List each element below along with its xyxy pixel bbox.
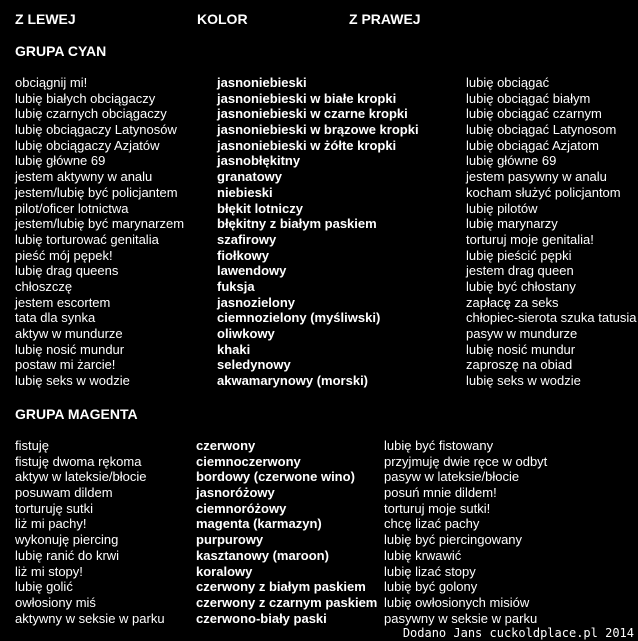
cyan-left-item: jestem/lubię być marynarzem xyxy=(15,216,185,232)
magenta-color-item: kasztanowy (maroon) xyxy=(196,547,329,563)
magenta-left-item: posuwam dildem xyxy=(15,485,113,501)
cyan-left-item: jestem escortem xyxy=(15,294,111,310)
magenta-left-column xyxy=(15,438,165,626)
magenta-right-item: posuń mnie dildem! xyxy=(384,485,497,501)
magenta-right-item: lubię być fistowany xyxy=(384,438,494,453)
cyan-right-item: lubię pilotów xyxy=(466,200,538,216)
magenta-color-item: bordowy (czerwone wino) xyxy=(196,469,355,485)
cyan-color-item: oliwkowy xyxy=(217,326,275,341)
magenta-right-item: chcę lizać pachy xyxy=(384,516,480,532)
cyan-color-item: granatowy xyxy=(217,169,283,185)
cyan-left-column xyxy=(15,75,184,389)
cyan-right-item: zapłacę za seks xyxy=(466,294,559,310)
magenta-right-item: lubię owłosionych misiów xyxy=(384,594,530,610)
magenta-left-item: liż mi pachy! xyxy=(15,516,87,532)
cyan-left-item: lubię obciągaczy Azjatów xyxy=(15,137,160,153)
magenta-color-item: ciemnoróżowy xyxy=(196,500,287,516)
cyan-color-item: akwamarynowy (morski) xyxy=(217,373,369,389)
cyan-right-item: lubię główne 69 xyxy=(466,153,557,169)
cyan-color-item: khaki xyxy=(217,341,251,357)
cyan-left-item: chłoszczę xyxy=(15,278,73,294)
magenta-left-item: wykonuję piercing xyxy=(15,532,119,548)
cyan-color-item: błękit lotniczy xyxy=(217,200,303,216)
cyan-color-item: jasnoniebieski w żółte kropki xyxy=(217,137,397,153)
cyan-color-column xyxy=(217,75,419,389)
magenta-color-item: purpurowy xyxy=(196,532,264,548)
magenta-left-item: owłosiony miś xyxy=(15,594,96,610)
cyan-right-item: lubię obciągać xyxy=(466,75,550,90)
magenta-left-item: liż mi stopy! xyxy=(15,563,83,579)
header-color: KOLOR xyxy=(197,11,248,27)
magenta-color-item: czerwono-biały paski xyxy=(196,610,327,626)
cyan-color-item: jasnoniebieski w białe kropki xyxy=(217,90,397,106)
cyan-right-column xyxy=(466,75,637,389)
group-title-magenta: GRUPA MAGENTA xyxy=(15,406,138,422)
cyan-right-item: chłopiec-sierota szuka tatusia xyxy=(466,310,637,326)
cyan-right-item: jestem drag queen xyxy=(466,263,574,279)
cyan-left-item: aktyw w mundurze xyxy=(15,326,123,341)
cyan-color-item: szafirowy xyxy=(217,231,277,247)
magenta-color-item: jasnoróżowy xyxy=(196,485,275,501)
cyan-color-item: jasnoniebieski w czarne kropki xyxy=(217,106,408,122)
cyan-right-item: jestem pasywny w analu xyxy=(466,169,607,185)
cyan-right-item: lubię seks w wodzie xyxy=(466,373,581,389)
magenta-left-item: lubię ranić do krwi xyxy=(15,547,120,563)
magenta-color-item: czerwony z czarnym paskiem xyxy=(196,594,378,610)
magenta-left-item: fistuję dwoma rękoma xyxy=(15,453,142,469)
cyan-color-item: jasnoniebieski xyxy=(217,75,307,90)
cyan-right-item: torturuj moje genitalia! xyxy=(466,231,594,247)
cyan-right-item: lubię obciągać czarnym xyxy=(466,106,602,122)
magenta-left-item: lubię golić xyxy=(15,579,73,595)
magenta-color-item: czerwony xyxy=(196,438,256,453)
magenta-left-item: aktywny w seksie w parku xyxy=(15,610,165,626)
cyan-right-item: lubię nosić mundur xyxy=(466,341,576,357)
cyan-left-item: pilot/oficer lotnictwa xyxy=(15,200,129,216)
cyan-right-item: kocham służyć policjantom xyxy=(466,184,621,200)
cyan-left-item: jestem/lubię być policjantem xyxy=(15,184,178,200)
cyan-color-item: ciemnozielony (myśliwski) xyxy=(217,310,381,326)
cyan-color-item: fuksja xyxy=(217,278,255,294)
cyan-right-item: lubię być chłostany xyxy=(466,278,576,294)
cyan-color-item: niebieski xyxy=(217,184,273,200)
magenta-color-item: koralowy xyxy=(196,563,253,579)
magenta-color-column xyxy=(196,438,377,626)
cyan-left-item: lubię drag queens xyxy=(15,263,119,279)
header-left: Z LEWEJ xyxy=(15,11,76,27)
cyan-right-item: zaproszę na obiad xyxy=(466,357,573,373)
cyan-color-item: jasnobłękitny xyxy=(217,153,301,169)
cyan-right-item: lubię pieścić pępki xyxy=(466,247,572,263)
cyan-right-item: lubię obciągać Latynosom xyxy=(466,122,617,138)
magenta-color-item: czerwony z białym paskiem xyxy=(196,579,366,595)
cyan-color-item: jasnoniebieski w brązowe kropki xyxy=(217,122,419,138)
magenta-right-item: pasyw w lateksie/błocie xyxy=(384,469,520,485)
cyan-left-item: lubię obciągaczy Latynosów xyxy=(15,122,177,138)
magenta-left-item: aktyw w lateksie/błocie xyxy=(15,469,147,485)
cyan-left-item: lubię białych obciągaczy xyxy=(15,90,156,106)
cyan-color-item: błękitny z białym paskiem xyxy=(217,216,377,232)
cyan-left-item: postaw mi żarcie! xyxy=(15,357,116,373)
magenta-right-item: torturuj moje sutki! xyxy=(384,500,491,516)
magenta-left-item: torturuję sutki xyxy=(15,500,94,516)
magenta-left-item: fistuję xyxy=(15,438,49,453)
magenta-right-item: lubię być piercingowany xyxy=(384,532,523,548)
magenta-right-item: pasywny w seksie w parku xyxy=(384,610,538,626)
magenta-color-item: ciemnoczerwony xyxy=(196,453,301,469)
watermark-footer: Dodano Jans cuckoldplace.pl 2014 xyxy=(402,626,634,640)
cyan-left-item: jestem aktywny w analu xyxy=(15,169,153,185)
cyan-left-item: lubię czarnych obciągaczy xyxy=(15,106,167,122)
magenta-right-item: lubię krwawić xyxy=(384,547,462,563)
group-title-cyan: GRUPA CYAN xyxy=(15,43,107,59)
cyan-color-item: lawendowy xyxy=(217,263,287,279)
cyan-color-item: jasnozielony xyxy=(217,294,296,310)
cyan-right-item: lubię marynarzy xyxy=(466,216,558,232)
cyan-left-item: tata dla synka xyxy=(15,310,96,326)
magenta-right-item: przyjmuję dwie ręce w odbyt xyxy=(384,453,548,469)
magenta-color-item: magenta (karmazyn) xyxy=(196,516,322,532)
cyan-color-item: seledynowy xyxy=(217,357,291,373)
cyan-right-item: lubię obciągać białym xyxy=(466,90,591,106)
cyan-left-item: lubię seks w wodzie xyxy=(15,373,130,389)
cyan-left-item: pieść mój pępek! xyxy=(15,247,113,263)
cyan-left-item: lubię nosić mundur xyxy=(15,341,125,357)
header-right: Z PRAWEJ xyxy=(349,11,421,27)
cyan-left-item: obciągnij mi! xyxy=(15,75,88,90)
magenta-right-item: lubię lizać stopy xyxy=(384,563,476,579)
cyan-left-item: lubię torturować genitalia xyxy=(15,231,159,247)
cyan-left-item: lubię główne 69 xyxy=(15,153,106,169)
magenta-right-column xyxy=(384,438,547,626)
cyan-right-item: lubię obciągać Azjatom xyxy=(466,137,599,153)
magenta-right-item: lubię być golony xyxy=(384,579,478,595)
cyan-right-item: pasyw w mundurze xyxy=(466,326,578,341)
cyan-color-item: fiołkowy xyxy=(217,247,270,263)
